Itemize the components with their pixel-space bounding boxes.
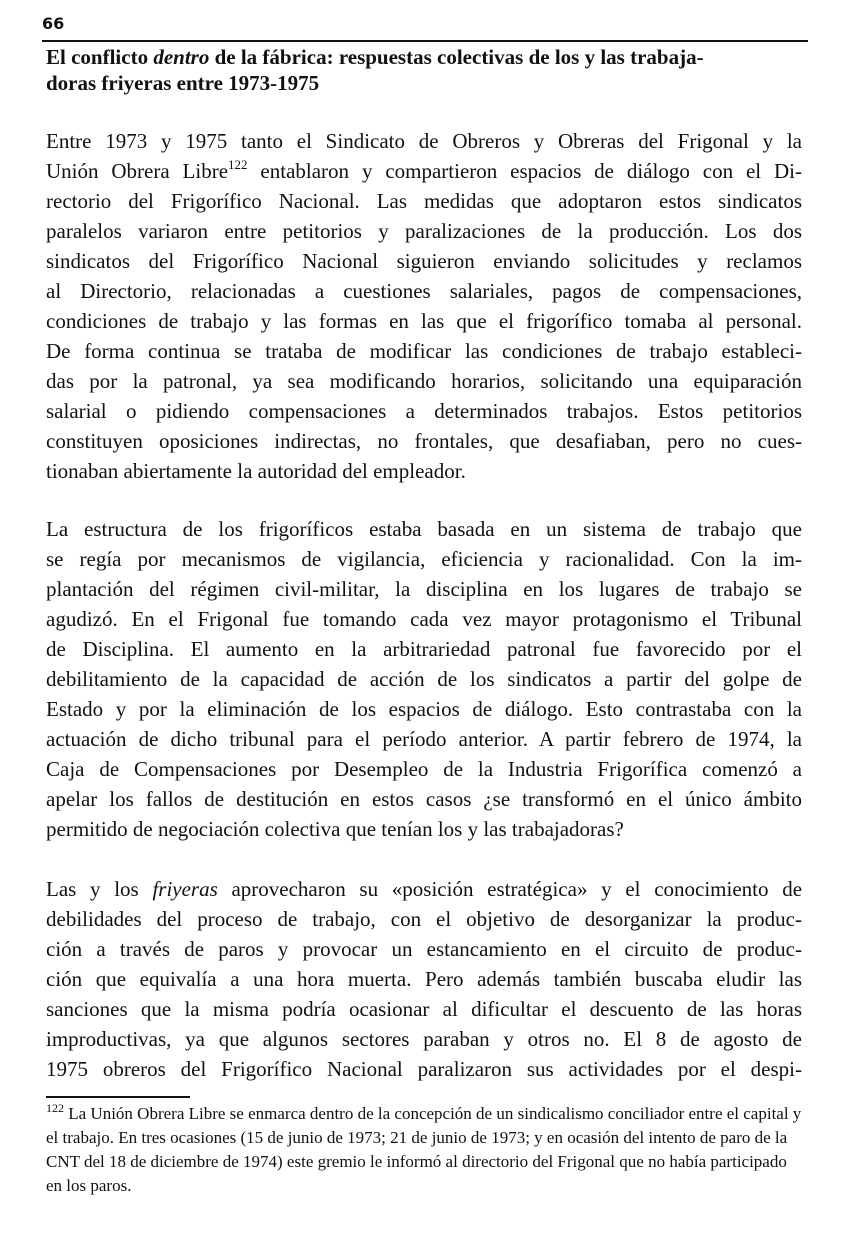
footnote-marker: 122 <box>46 1101 64 1115</box>
p1-line: Entre 1973 y 1975 tanto el Sindicato de Obreros y Obreras del Frigonal y la <box>46 129 802 153</box>
p2-line: debilitamiento de la capacidad de acción de los sindicatos a partir del golpe de <box>46 667 802 691</box>
p1-line: De forma continua se trataba de modificar las condiciones de trabajo estableci- <box>46 339 802 363</box>
heading-part1: El conflicto <box>46 45 154 69</box>
p2-line: agudizó. En el Frigonal fue tomando cada vez mayor protagonismo el Tribunal <box>46 607 802 631</box>
p1-line: rectorio del Frigorífico Nacional. Las medidas que adoptaron estos sindicatos <box>46 189 802 213</box>
p3-line: 1975 obreros del Frigorífico Nacional paralizaron sus actividades por el despi- <box>46 1057 802 1081</box>
p2-line: plantación del régimen civil-militar, la disciplina en los lugares de trabajo se <box>46 577 802 601</box>
header-rule <box>42 40 808 42</box>
p2-line: La estructura de los frigoríficos estaba basada en un sistema de trabajo que <box>46 517 802 541</box>
page-number: 66 <box>42 14 65 33</box>
p3-line: improductivas, ya que algunos sectores paraban y otros no. El 8 de agosto de <box>46 1027 802 1051</box>
paragraph-1 <box>46 126 802 486</box>
heading-line2: doras friyeras entre 1973-1975 <box>46 71 320 95</box>
heading-italic: dentro <box>153 45 210 69</box>
p2-line: Caja de Compensaciones por Desempleo de la Industria Frigorífica comenzó a <box>46 757 802 781</box>
heading-part2: de la fábrica: respuestas colectivas de los y las trabaja- <box>209 45 704 69</box>
p2-line: de Disciplina. El aumento en la arbitrariedad patronal fue favorecido por el <box>46 637 802 661</box>
p1-line-text: entablaron y compartieron espacios de diálogo con el Di- <box>247 159 802 183</box>
p1-line: condiciones de trabajo y las formas en las que el frigorífico tomaba al personal. <box>46 309 802 333</box>
p1-line: das por la patronal, ya sea modificando horarios, solicitando una equiparación <box>46 369 802 393</box>
p1-line <box>46 156 802 186</box>
footnote-text: La Unión Obrera Libre se enmarca dentro de la concepción de un sindicalismo conciliador entre el capital y el trabajo. En tres ocasiones (15 de junio de 1973; 21 de junio de 1973; y en ocasión del intento de paro de la CNT del 18 de diciembre de 1974) este gremio le informó al directorio del Frigonal que no había participado en los paros. <box>46 1104 802 1195</box>
p3-line-text: Las y los <box>46 877 153 901</box>
footnote-rule <box>46 1096 190 1098</box>
p3-italic: friyeras <box>152 877 218 901</box>
p3-line: debilidades del proceso de trabajo, con el objetivo de desorganizar la produc- <box>46 907 802 931</box>
paragraph-2 <box>46 514 802 844</box>
p3-line: sanciones que la misma podría ocasionar al dificultar el descuento de las horas <box>46 997 802 1021</box>
p1-line: salarial o pidiendo compensaciones a determinados trabajos. Estos petitorios <box>46 399 802 423</box>
section-heading <box>46 44 808 96</box>
p2-line: permitido de negociación colectiva que tenían los y las trabajadoras? <box>46 817 624 841</box>
p1-line: constituyen oposiciones indirectas, no frontales, que desafiaban, pero no cues- <box>46 429 802 453</box>
p2-line: se regía por mecanismos de vigilancia, eficiencia y racionalidad. Con la im- <box>46 547 802 571</box>
p3-line-text: aprovecharon su «posición estratégica» y el conocimiento de <box>217 877 803 901</box>
p1-line: tionaban abiertamente la autoridad del empleador. <box>46 459 466 483</box>
p3-line <box>46 874 802 904</box>
paragraph-3 <box>46 874 802 1084</box>
p3-line: ción a través de paros y provocar un estancamiento en el circuito de produc- <box>46 937 802 961</box>
footnote <box>46 1102 806 1198</box>
p1-line-text: Unión Obrera Libre <box>46 159 229 183</box>
p1-line: sindicatos del Frigorífico Nacional siguieron enviando solicitudes y reclamos <box>46 249 802 273</box>
p2-line: actuación de dicho tribunal para el período anterior. A partir febrero de 1974, la <box>46 727 802 751</box>
footnote-ref[interactable]: 122 <box>228 157 248 172</box>
p2-line: apelar los fallos de destitución en estos casos ¿se transformó en el único ámbito <box>46 787 802 811</box>
p1-line: paralelos variaron entre petitorios y paralizaciones de la producción. Los dos <box>46 219 802 243</box>
p1-line: al Directorio, relacionadas a cuestiones salariales, pagos de compensaciones, <box>46 279 802 303</box>
p2-line: Estado y por la eliminación de los espacios de diálogo. Esto contrastaba con la <box>46 697 802 721</box>
p3-line: ción que equivalía a una hora muerta. Pero además también buscaba eludir las <box>46 967 802 991</box>
